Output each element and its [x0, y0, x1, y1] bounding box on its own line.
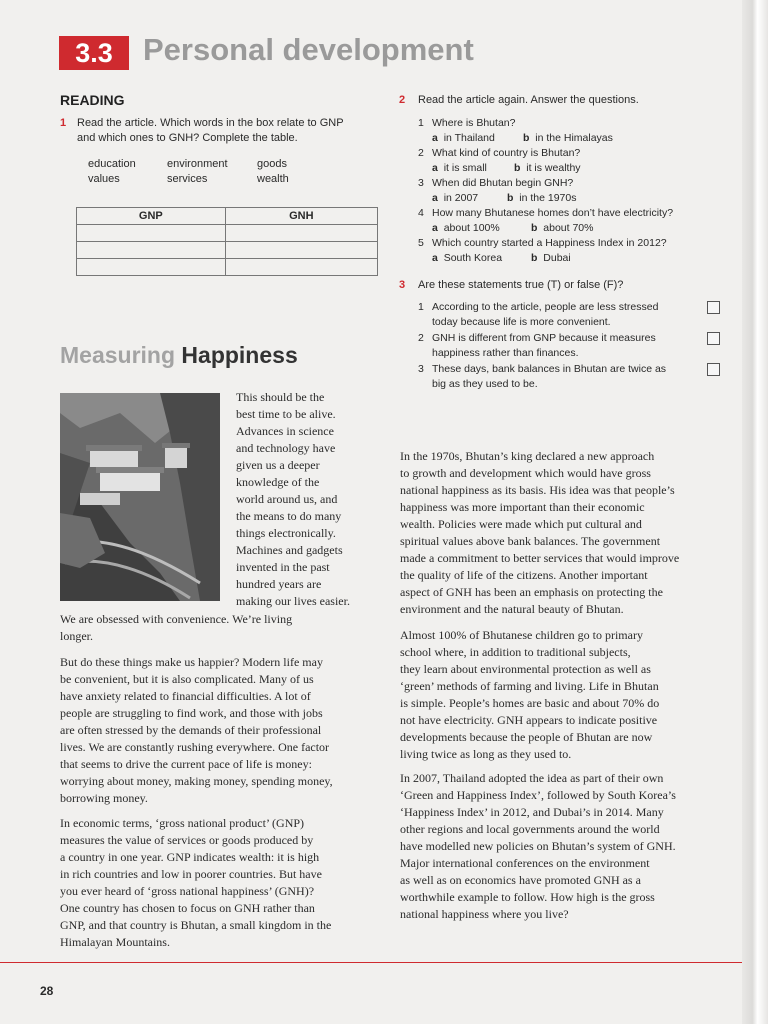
article-paragraph: In 2007, Thailand adopted the idea as part of their own ‘Green and Happiness Index’, followed by South Korea’s ‘Happiness Index’ in 2012, and Dubai’s in 2014. Many other regions and local governments around the world have modelled new policies on Bhutan’s system of GNH. Major international conferences on the environment as well as on economics have promoted GNH as a worthwhile example to follow. How high is the gross national happiness where you live?: [400, 771, 676, 921]
statement-number: 1: [418, 301, 424, 313]
answer-checkbox[interactable]: [707, 332, 720, 345]
question-number: 1: [418, 117, 424, 129]
table-cell[interactable]: [77, 242, 226, 259]
task2-number: 2: [399, 94, 406, 106]
answer-checkbox[interactable]: [707, 301, 720, 314]
article-paragraph: Almost 100% of Bhutanese children go to primary school where, in addition to traditional subjects, they learn about environmental protection as well as ‘green’ methods of farming and living. Life in Bhutan is simple. People’s homes are basic and about 70% do not have electricity. GNH appears to indicate positive developments because the people of Bhutan are now living twice as long as they used to.: [400, 628, 660, 761]
option-a: a South Korea: [432, 252, 503, 264]
article-paragraph: We are obsessed with convenience. We’re living longer.: [60, 612, 293, 643]
option-b: b about 70%: [531, 222, 594, 234]
question-number: 4: [418, 207, 424, 219]
statement-line: These days, bank balances in Bhutan are twice as: [432, 363, 667, 375]
statement-line: happiness rather than finances.: [432, 347, 579, 359]
word-item: services: [167, 173, 208, 185]
table-cell[interactable]: [225, 259, 377, 276]
word-item: values: [88, 173, 120, 185]
statement-line: According to the article, people are less stressed: [432, 301, 659, 313]
word-item: wealth: [257, 173, 289, 185]
question-text: Where is Bhutan?: [432, 117, 516, 129]
page-number: 28: [40, 984, 54, 998]
task3-instructions: Are these statements true (T) or false (F)?: [418, 279, 624, 291]
table-cell[interactable]: [225, 225, 377, 242]
table-cell[interactable]: [77, 225, 226, 242]
page-edge: [742, 0, 768, 1024]
word-item: goods: [257, 158, 287, 170]
footer-rule: [0, 962, 742, 963]
article-paragraph: In economic terms, ‘gross national product’ (GNP) measures the value of services or goods produced by a country in one year. GNP indicates wealth: it is high in rich countries and low in poorer countries. But have you ever heard of ‘gross national happiness’ (GNH)? One country has chosen to focus on GNH rather than GNP, and that country is Bhutan, a small kingdom in the Himalayan Mountains.: [60, 816, 332, 949]
question-number: 5: [418, 237, 424, 249]
task1-number: 1: [60, 117, 67, 129]
task2-instructions: Read the article again. Answer the questions.: [418, 94, 639, 106]
article-paragraph: But do these things make us happier? Modern life may be convenient, but it is also complicated. Many of us have anxiety related to financial difficulties. A lot of people are struggling to find work, and those with jobs are often stressed by the demands of their professional lives. We are constantly rushing everywhere. One factor that seems to drive the current pace of life is money: worrying about money, making money, spending money, borrowing money.: [60, 655, 333, 805]
gnp-gnh-table: [76, 207, 378, 276]
question-text: When did Bhutan begin GNH?: [432, 177, 574, 189]
table-header-gnh: GNH: [225, 208, 377, 225]
question-text: Which country started a Happiness Index in 2012?: [432, 237, 667, 249]
option-a: a about 100%: [432, 222, 500, 234]
question-number: 2: [418, 147, 424, 159]
statement-line: today because life is more convenient.: [432, 316, 611, 328]
unit-title: Personal development: [143, 32, 474, 67]
option-b: b in the Himalayas: [523, 132, 613, 144]
option-b: b it is wealthy: [514, 162, 581, 174]
task1-instructions: Read the article. Which words in the box relate to GNP and which ones to GNH? Complete the table.: [77, 117, 344, 144]
table-header-gnp: GNP: [77, 208, 226, 225]
bhutan-monastery-photo: [60, 393, 220, 601]
question-text: How many Bhutanese homes don’t have electricity?: [432, 207, 674, 219]
question-number: 3: [418, 177, 424, 189]
answer-checkbox[interactable]: [707, 363, 720, 376]
word-item: environment: [167, 158, 228, 170]
option-a: a in Thailand: [432, 132, 495, 144]
option-a: a in 2007: [432, 192, 479, 204]
unit-number-badge: 3.3: [59, 36, 129, 70]
word-item: education: [88, 158, 136, 170]
option-b: b Dubai: [531, 252, 571, 264]
statement-line: GNH is different from GNP because it measures: [432, 332, 656, 344]
statement-number: 2: [418, 332, 424, 344]
option-a: a it is small: [432, 162, 487, 174]
article-title: Measuring Happiness: [60, 342, 298, 368]
table-cell[interactable]: [77, 259, 226, 276]
table-cell[interactable]: [225, 242, 377, 259]
article-intro-wrap: This should be the best time to be alive. Advances in science and technology have given us a deeper knowledge of the world around us, and the means to do many things electronically. Machines and gadgets invented in the past hundred years are making our lives easier.: [236, 390, 350, 608]
question-text: What kind of country is Bhutan?: [432, 147, 581, 159]
option-b: b in the 1970s: [507, 192, 577, 204]
article-paragraph: In the 1970s, Bhutan’s king declared a new approach to growth and development which would have gross national happiness as its basis. His idea was that people’s happiness was more important than their economic wealth. Policies were made which put cultural and spiritual values above bank balances. The government made a commitment to better services that would improve the quality of life of the citizens. Another important aspect of GNH has been an emphasis on protecting the environment and the natural beauty of Bhutan.: [400, 449, 680, 616]
task3-number: 3: [399, 279, 406, 291]
reading-heading: READING: [60, 92, 125, 108]
statement-line: big as they used to be.: [432, 378, 538, 390]
statement-number: 3: [418, 363, 424, 375]
